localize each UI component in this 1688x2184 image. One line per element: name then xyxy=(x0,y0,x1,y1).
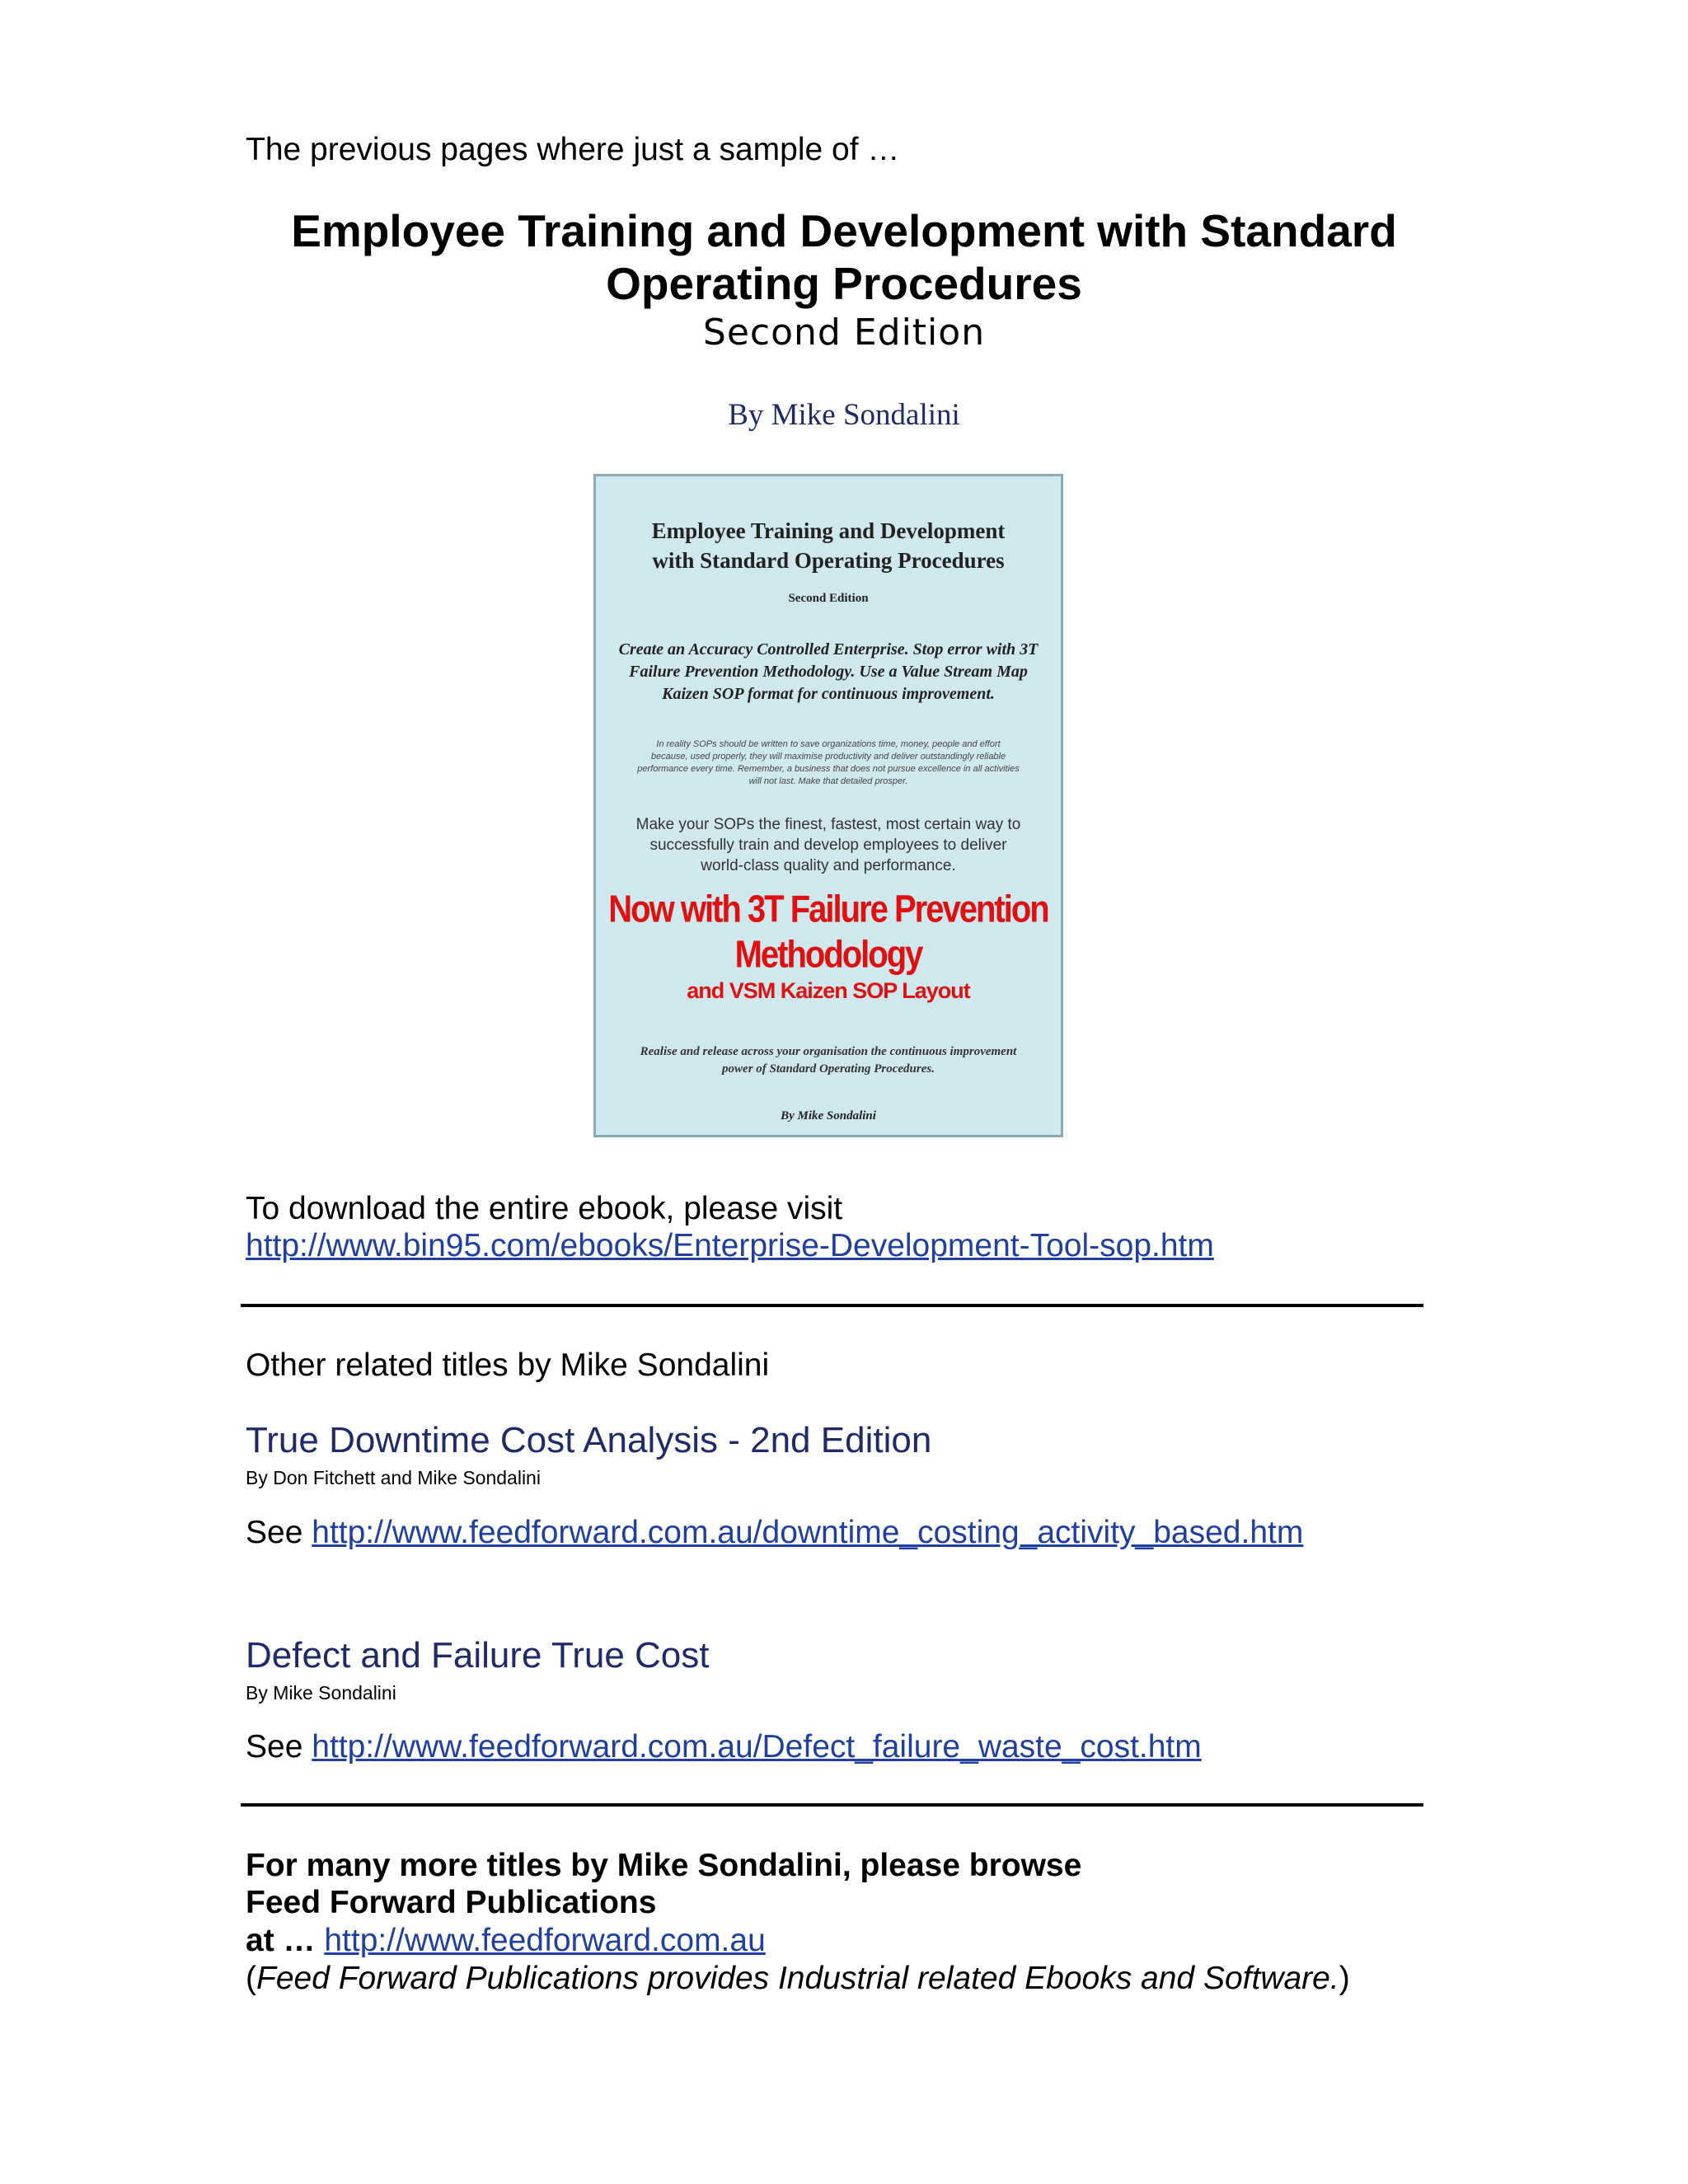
intro-text: The previous pages where just a sample of … xyxy=(246,132,900,167)
book-see-line xyxy=(246,1729,1202,1765)
document-title xyxy=(0,204,1688,310)
cover-make-text: Make your SOPs the finest, fastest, most certain way to successfully train and develop employees to deliver world-class quality and performance. xyxy=(635,816,1021,874)
see-label: See xyxy=(246,1515,303,1550)
paren-open: ( xyxy=(246,1961,256,1996)
footer-at-label: at … xyxy=(246,1923,316,1958)
divider xyxy=(241,1304,1423,1307)
cover-title xyxy=(596,516,1061,575)
book-byline: By Don Fitchett and Mike Sondalini xyxy=(246,1467,541,1488)
cover-edition: Second Edition xyxy=(788,592,869,605)
footer-line-2: Feed Forward Publications xyxy=(246,1885,657,1920)
cover-title-line-2: with Standard Operating Procedures xyxy=(652,548,1005,573)
download-text: To download the entire ebook, please visit xyxy=(246,1191,843,1226)
book-link[interactable]: http://www.feedforward.com.au/Defect_failure_waste_cost.htm xyxy=(312,1729,1202,1765)
footer-note-line xyxy=(246,1961,1350,1997)
cover-red-subheadline: and VSM Kaizen SOP Layout xyxy=(687,978,970,1003)
book-byline: By Mike Sondalini xyxy=(246,1682,396,1704)
cover-quote: In reality SOPs should be written to save organizations time, money, people and effort because, used properly, they will maximise productivity and deliver outstandingly reliable performance every time. Remember, a business that does not pursue excellence in all activities will not last. Make that detailed prosper. xyxy=(637,739,1020,786)
cover-realise-text: Realise and release across your organisation the continuous improvement power of Standard Operating Procedures. xyxy=(640,1045,1017,1076)
book-cover-image xyxy=(593,474,1063,1137)
footer-at-line xyxy=(246,1923,766,1959)
see-label: See xyxy=(246,1729,303,1765)
paren-close: ) xyxy=(1339,1961,1350,1996)
title-line-2: Operating Procedures xyxy=(606,258,1082,309)
footer-line-1: For many more titles by Mike Sondalini, please browse xyxy=(246,1848,1082,1883)
book-see-line xyxy=(246,1515,1303,1551)
cover-red-headline: Now with 3T Failure Prevention Methodology xyxy=(608,888,1048,976)
cover-title-line-1: Employee Training and Development xyxy=(651,518,1006,543)
book-title: Defect and Failure True Cost xyxy=(246,1635,710,1675)
cover-byline: By Mike Sondalini xyxy=(781,1109,876,1122)
book-title: True Downtime Cost Analysis - 2nd Edition xyxy=(246,1420,932,1460)
footer-link[interactable]: http://www.feedforward.com.au xyxy=(324,1923,766,1958)
footer-note: Feed Forward Publications provides Industrial related Ebooks and Software. xyxy=(256,1961,1339,1996)
download-link[interactable]: http://www.bin95.com/ebooks/Enterprise-Development-Tool-sop.htm xyxy=(246,1228,1214,1263)
cover-tagline: Create an Accuracy Controlled Enterprise. Stop error with 3T Failure Prevention Methodology. Use a Value Stream Map Kaizen SOP format for continuous improvement. xyxy=(618,640,1039,703)
divider xyxy=(241,1803,1423,1807)
title-line-1: Employee Training and Development with Standard xyxy=(291,205,1397,256)
related-heading: Other related titles by Mike Sondalini xyxy=(246,1347,770,1383)
author-byline: By Mike Sondalini xyxy=(728,398,960,432)
edition-label: Second Edition xyxy=(702,312,986,354)
book-link[interactable]: http://www.feedforward.com.au/downtime_costing_activity_based.htm xyxy=(312,1515,1304,1550)
